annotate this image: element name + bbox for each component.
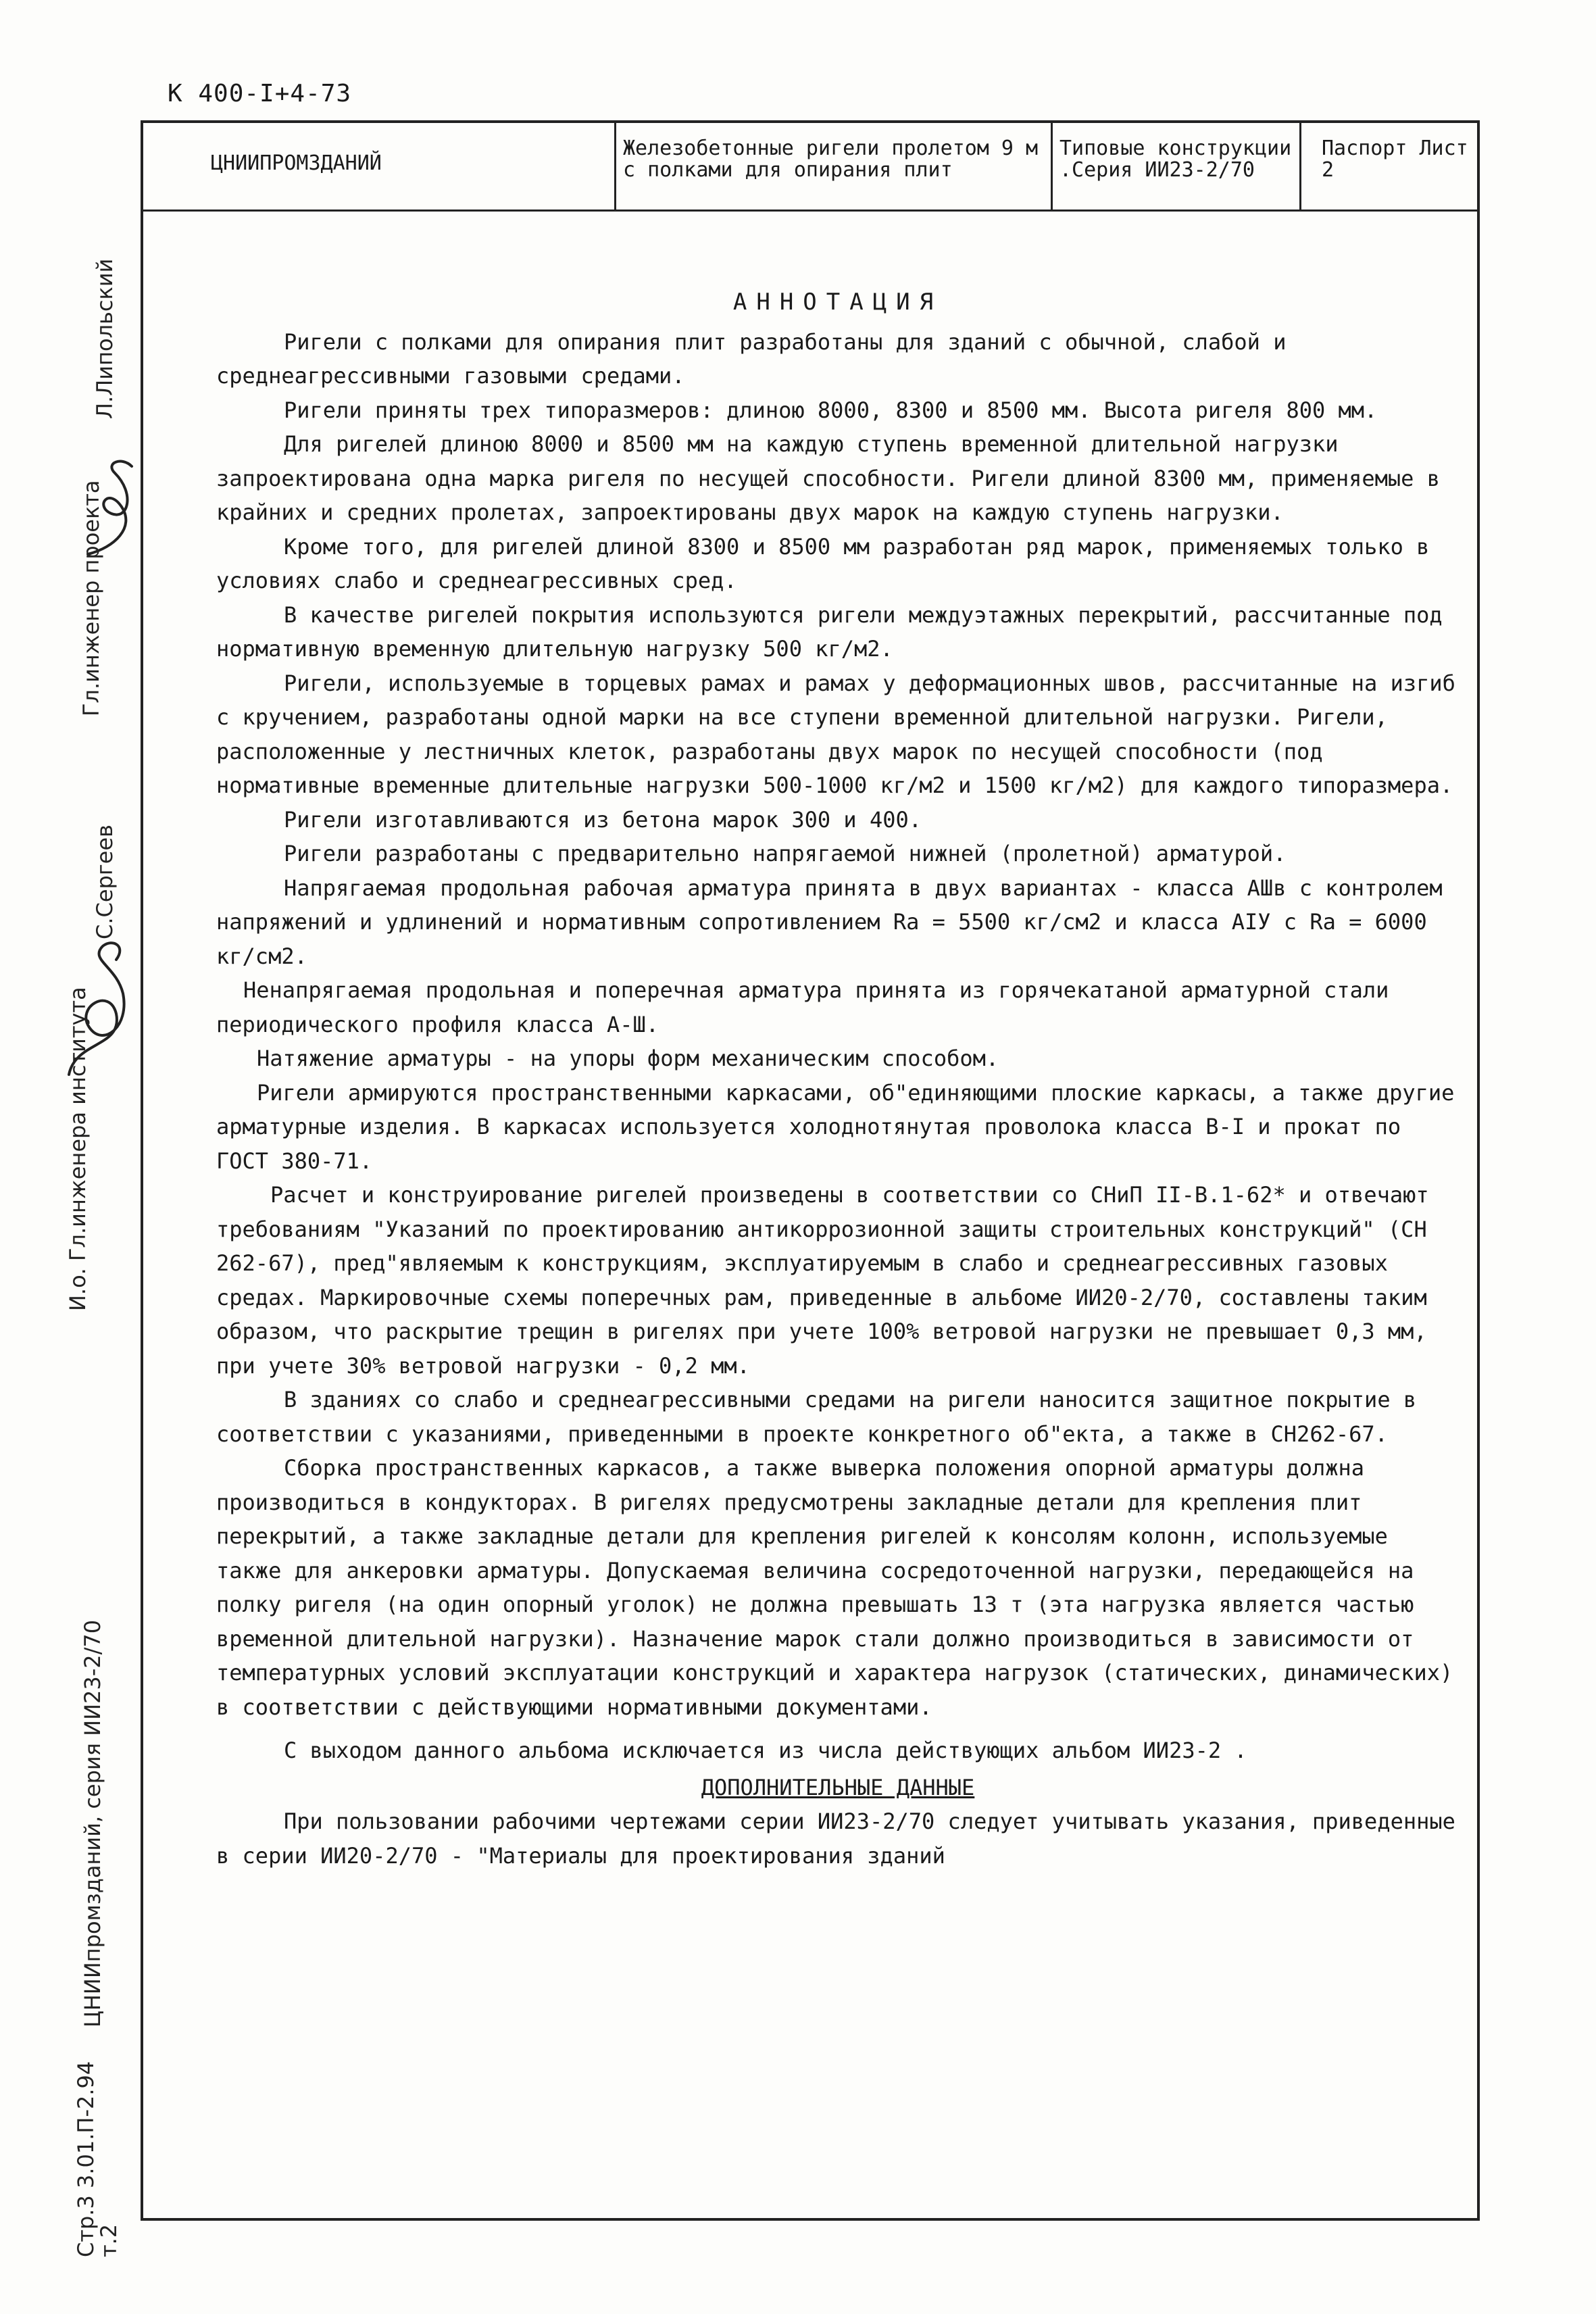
document-code: К 400-I+4-73 <box>168 80 352 107</box>
paragraph-11: Натяжение арматуры - на упоры форм механическим способом. <box>257 1045 999 1071</box>
additional-text: При пользовании рабочими чертежами серии ИИ23-2/70 следует учитывать указания, приведенные в серии ИИ20-2/70 - "Материалы для проектирования зданий <box>216 1808 1455 1869</box>
paragraph-16: С выходом данного альбома исключается из числа действующих альбом ИИ23-2 . <box>284 1738 1247 1763</box>
author-2-signature <box>49 933 143 1088</box>
drawing-frame <box>141 120 1480 2221</box>
paragraph-10: Ненапрягаемая продольная и поперечная арматура принята из горячекатаной арматурной стали периодического профиля класса А-Ш. <box>216 977 1389 1037</box>
author-3-role: И.о. Гл.инженера института <box>65 987 91 1311</box>
paragraph-8: Ригели разработаны с предварительно напрягаемой нижней (пролетной) арматурой. <box>284 841 1287 866</box>
paragraph-1: Ригели с полками для опирания плит разработаны для зданий с обычной, слабой и среднеагрессивными газовыми средами. <box>216 328 1287 389</box>
paragraph-2: Ригели приняты трех типоразмеров: длиною 8000, 8300 и 8500 мм. Высота ригеля 800 мм. <box>284 397 1378 423</box>
title-sheet: Паспорт Лист 2 <box>1322 137 1468 182</box>
annotation-heading: АННОТАЦИЯ <box>732 289 943 316</box>
title-org: ЦНИИПРОМЗДАНИЙ <box>143 123 616 210</box>
paragraph-3: Для ригелей длиною 8000 и 8500 мм на каждую ступень временной длительной нагрузки запроектирована одна марка ригеля по несущей способности. Ригели длиной 8300 мм, применяемые в крайних и средних пролетах, запроектированы двух марок на каждую ступень нагрузки. <box>216 431 1440 525</box>
annotation-body <box>216 285 1460 1873</box>
title-block <box>143 123 1477 212</box>
paragraph-7: Ригели изготавливаются из бетона марок 300 и 400. <box>284 806 922 833</box>
paragraph-12: Ригели армируются пространственными каркасами, об"единяющими плоские каркасы, а также другие арматурные изделия. В каркасах используется холоднотянутая проволока класса В-I и прокат по ГОСТ 380-71. <box>216 1079 1455 1174</box>
author-1-name: Л.Липольский <box>92 258 118 419</box>
additional-heading: ДОПОЛНИТЕЛЬНЫЕ ДАННЫЕ <box>701 1774 975 1800</box>
paragraph-4: Кроме того, для ригелей длиной 8300 и 8500 мм разработан ряд марок, применяемых только в условиях слабо и среднеагрессивных сред. <box>216 533 1430 593</box>
paragraph-9: Напрягаемая продольная рабочая арматура принята в двух вариантах - класса АШв с контролем напряжений и удлинений и нормативным сопротивлением Rа = 5500 кг/см2 и класса АIУ с Rа = 6000 кг/см2. <box>216 875 1443 969</box>
author-2-name: С.Сергеев <box>92 824 118 939</box>
series-reference: ЦНИИпромзданий, серия ИИ23-2/70 <box>80 1619 105 2027</box>
page-reference: Стр.3 3.01.П-2.94 т.2 <box>73 2061 122 2257</box>
paragraph-15: Сборка пространственных каркасов, а также выверка положения опорной арматуры должна производиться в кондукторах. В ригелях предусмотрены закладные детали для крепления плит перекрытий, а также закладные детали для крепления ригелей к консолям колонн, используемые также для анкеровки арматуры. Допускаемая величина сосредоточенной нагрузки, передающейся на полку ригеля (на один опорный уголок) не должна превышать 13 т (эта нагрузка является частью временной длительной нагрузки). Назначение марок стали должно производиться в зависимости от температурных условий эксплуатации конструкций и характера нагрузок (статических, динамических) в соответствии с действующими нормативными документами. <box>216 1455 1453 1720</box>
paragraph-13: Расчет и конструирование ригелей произведены в соответствии со СНиП II-В.1-62* и отвечают требованиям "Указаний по проектированию антикоррозионной защиты строительных конструкций" (СН 262-67), пред"являемым к конструкциям, эксплуатируемым в слабо и среднеагрессивных газовых средах. Маркировочные схемы поперечных рам, приведенные в альбоме ИИ20-2/70, составлены таким образом, что раскрытие трещин в ригелях при учете 100% ветровой нагрузки не превышает 0,3 мм, при учете 30% ветровой нагрузки - 0,2 мм. <box>216 1182 1429 1379</box>
paragraph-14: В зданиях со слабо и среднеагрессивными средами на ригели наносится защитное покрытие в соответствии с указаниями, приведенными в проекте конкретного об"екта, а также в СН262-67. <box>216 1387 1417 1447</box>
paragraph-5: В качестве ригелей покрытия используются ригели междуэтажных перекрытий, рассчитанные под нормативную временную длительную нагрузку 500 кг/м2. <box>216 601 1443 662</box>
author-2-role: Гл.инженер проекта <box>78 480 104 716</box>
title-description: Железобетонные ригели пролетом 9 м с полками для опирания плит <box>616 123 1053 210</box>
title-type: Типовые конструкции .Серия ИИ23-2/70 <box>1053 123 1301 210</box>
paragraph-6: Ригели, используемые в торцевых рамах и рамах у деформационных швов, рассчитанные на изгиб с кручением, разработаны одной марки на все ступени временной длительной нагрузки. Ригели, расположенные у лестничных клеток, разработаны двух марок по несущей способности (под нормативные временные длительные нагрузки 500-1000 кг/м2 и 1500 кг/м2) для каждого типоразмера. <box>216 670 1455 798</box>
